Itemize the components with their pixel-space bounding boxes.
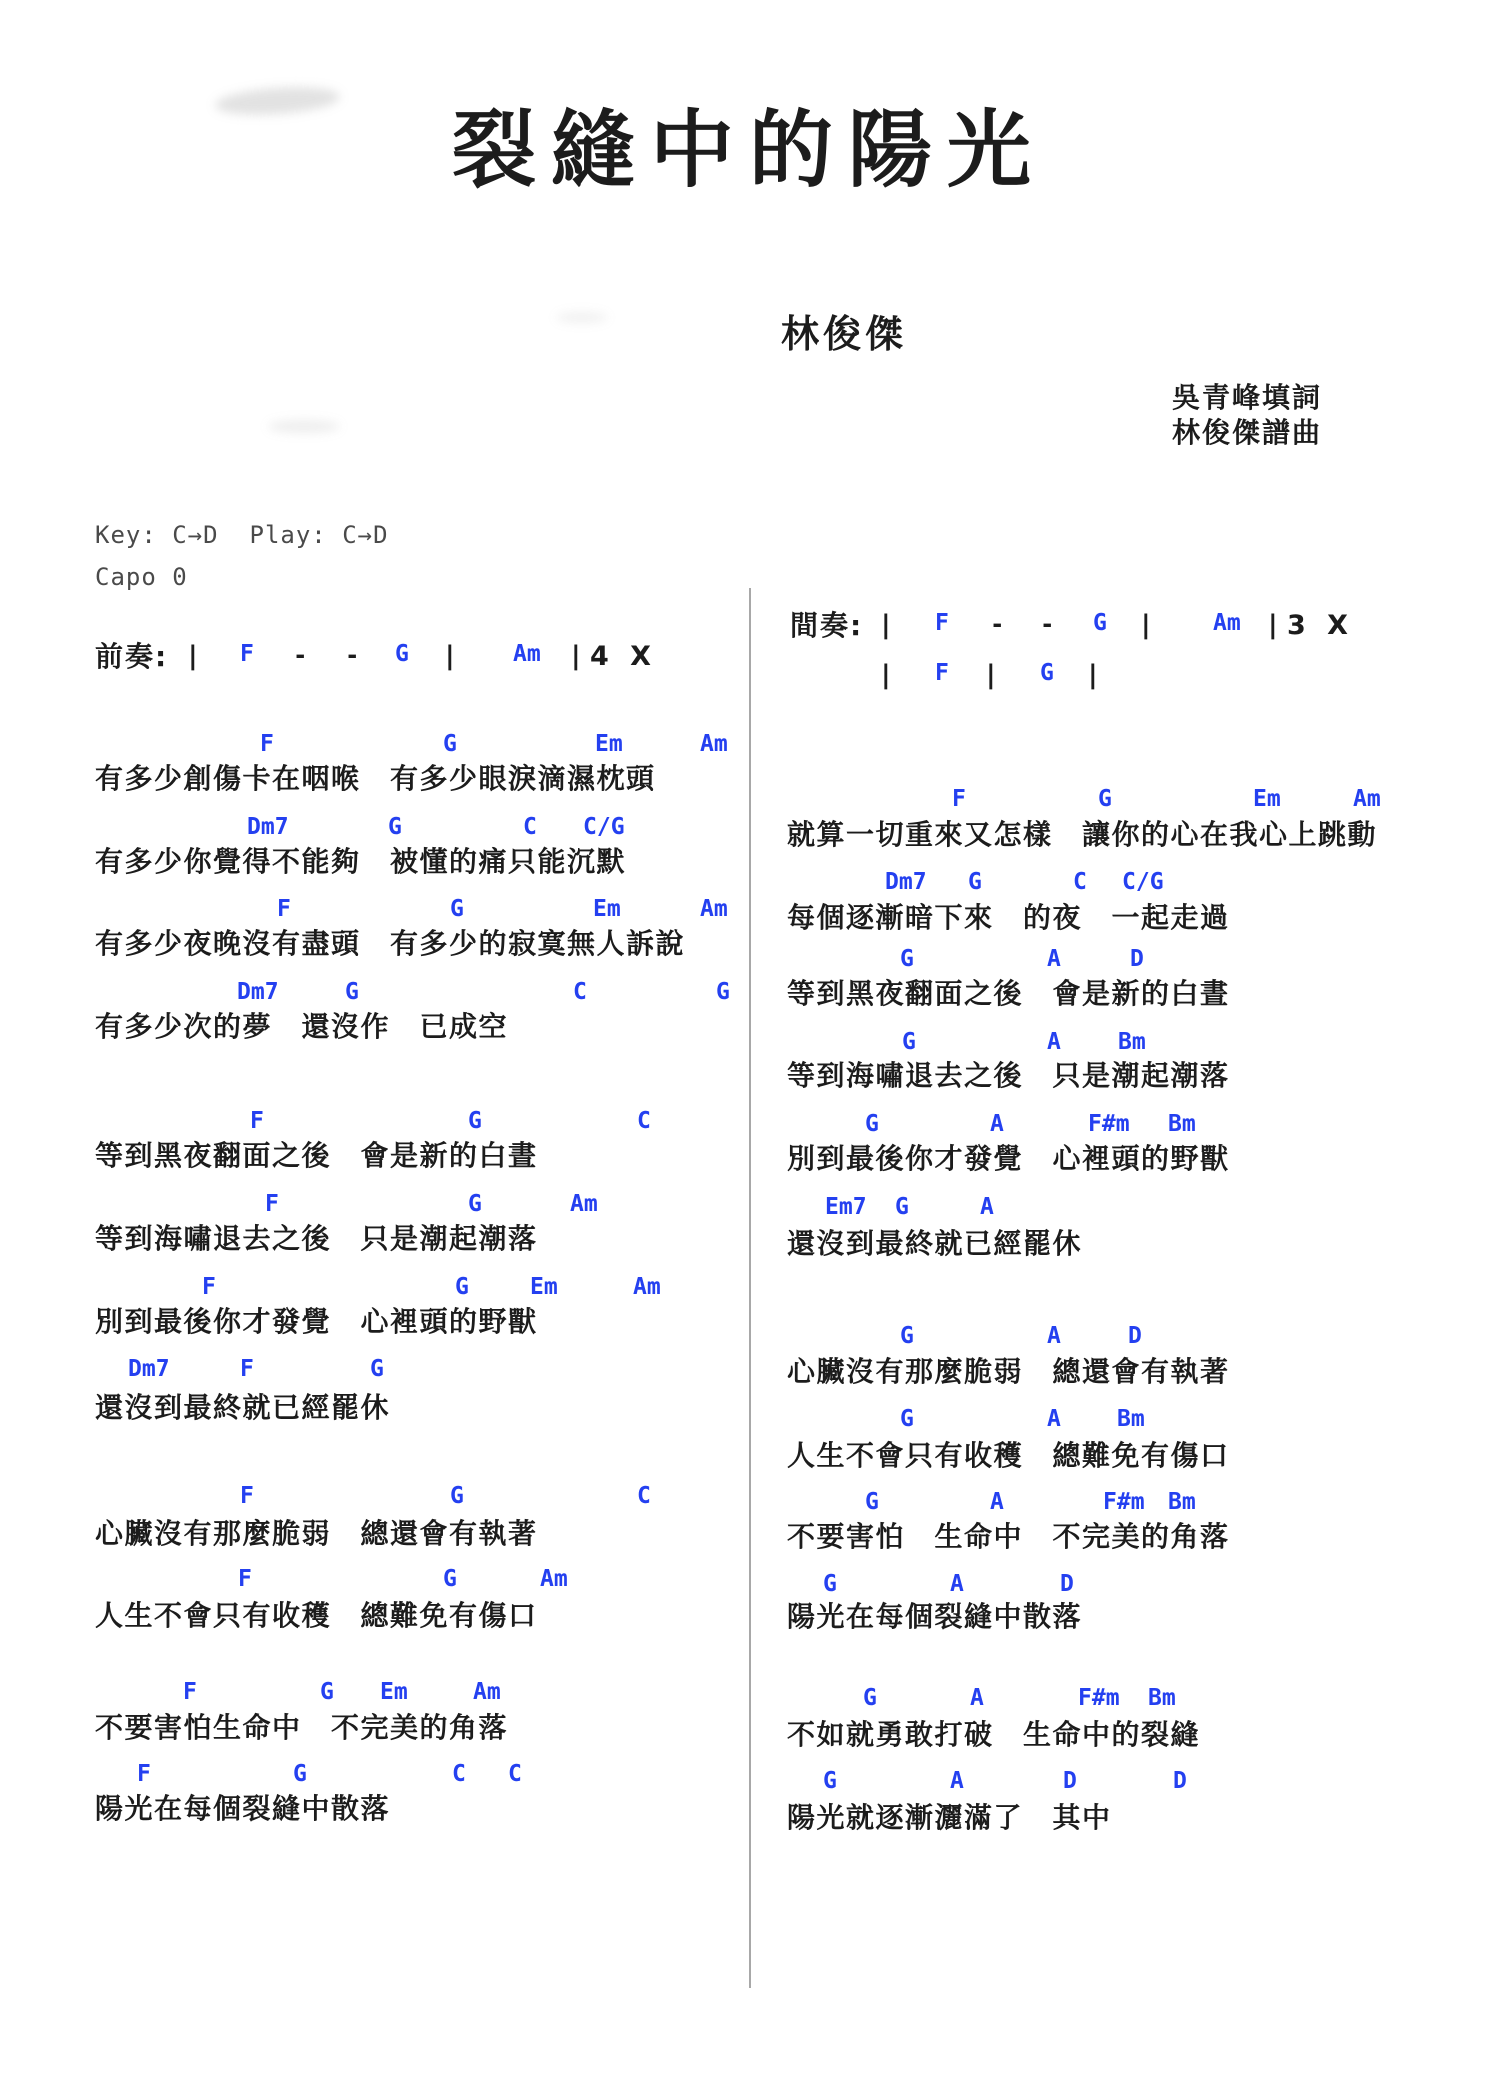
- credits-block: [1172, 380, 1322, 450]
- lyric-line: 不要害怕生命中 不完美的角落: [95, 1711, 509, 1744]
- chord-symbol: G: [395, 641, 409, 667]
- bar-line: |: [878, 660, 894, 690]
- chord-symbol: G: [320, 1679, 334, 1705]
- chord-symbol: Am: [700, 896, 728, 922]
- chord-symbol: F: [935, 660, 949, 686]
- chord-symbol: A: [1047, 1323, 1061, 1349]
- chord-symbol: G: [443, 731, 457, 757]
- chord-symbol: C: [1073, 869, 1087, 895]
- chord-symbol: G: [1040, 660, 1054, 686]
- chord-symbol: A: [950, 1571, 964, 1597]
- chord-symbol: F#m: [1078, 1685, 1120, 1711]
- chord-symbol: G: [1098, 786, 1112, 812]
- chord-symbol: G: [865, 1111, 879, 1137]
- song-title: 裂縫中的陽光: [452, 100, 1047, 199]
- chord-symbol: G: [455, 1274, 469, 1300]
- chord-symbol: G: [450, 1483, 464, 1509]
- chord-symbol: G: [900, 1323, 914, 1349]
- chord-symbol: G: [968, 869, 982, 895]
- rest-dash: -: [990, 610, 1005, 638]
- chord-symbol: D: [1063, 1768, 1077, 1794]
- chord-symbol: A: [990, 1111, 1004, 1137]
- chord-symbol: Am: [473, 1679, 501, 1705]
- chord-symbol: Am: [513, 641, 541, 667]
- lyric-line: 心臟沒有那麼脆弱 總還會有執著: [787, 1355, 1230, 1388]
- lyric-line: 人生不會只有收穫 總難免有傷口: [95, 1599, 538, 1632]
- scan-artifact: [268, 420, 340, 433]
- chord-symbol: Dm7: [237, 979, 279, 1005]
- composer-credit: 林俊傑譜曲: [1171, 416, 1322, 449]
- chord-symbol: Am: [700, 731, 728, 757]
- chord-symbol: Bm: [1168, 1111, 1196, 1137]
- chord-symbol: G: [468, 1108, 482, 1134]
- lyric-line: 還沒到最終就已經罷休: [95, 1391, 391, 1424]
- chord-symbol: G: [450, 896, 464, 922]
- chord-symbol: A: [970, 1685, 984, 1711]
- chord-symbol: G: [902, 1029, 916, 1055]
- chord-symbol: G: [1093, 610, 1107, 636]
- chord-symbol: Am: [570, 1191, 598, 1217]
- chord-symbol: Em: [593, 896, 621, 922]
- chord-symbol: D: [1130, 946, 1144, 972]
- chord-symbol: A: [1047, 1029, 1061, 1055]
- chord-symbol: G: [370, 1356, 384, 1382]
- rest-dash: -: [1040, 610, 1055, 638]
- lyric-line: 有多少創傷卡在咽喉 有多少眼淚滴濕枕頭: [95, 762, 656, 795]
- repeat-count: 3 X: [1287, 610, 1355, 641]
- lyric-line: 陽光就逐漸灑滿了 其中: [787, 1801, 1112, 1834]
- chord-symbol: F: [277, 896, 291, 922]
- chord-symbol: A: [1047, 946, 1061, 972]
- lyricist-credit: 吳青峰填詞: [1171, 381, 1322, 414]
- lyric-line: 有多少你覺得不能夠 被懂的痛只能沉默: [95, 845, 627, 878]
- chord-symbol: Bm: [1168, 1489, 1196, 1515]
- chord-symbol: F: [240, 641, 254, 667]
- chord-symbol: G: [865, 1489, 879, 1515]
- chord-symbol: Em7: [825, 1194, 867, 1220]
- bar-line: |: [1085, 660, 1101, 690]
- bar-line: |: [1265, 610, 1281, 640]
- bar-line: |: [568, 641, 584, 671]
- chord-symbol: G: [823, 1768, 837, 1794]
- rest-dash: -: [293, 641, 308, 669]
- lyric-line: 等到海嘯退去之後 只是潮起潮落: [787, 1059, 1230, 1092]
- chord-symbol: Am: [633, 1274, 661, 1300]
- chord-symbol: D: [1173, 1768, 1187, 1794]
- chord-symbol: F: [265, 1191, 279, 1217]
- chord-symbol: A: [950, 1768, 964, 1794]
- chord-symbol: F#m: [1103, 1489, 1145, 1515]
- chord-symbol: G: [468, 1191, 482, 1217]
- lyric-line: 就算一切重來又怎樣 讓你的心在我心上跳動: [787, 818, 1378, 851]
- chord-symbol: F: [250, 1108, 264, 1134]
- chord-symbol: F: [240, 1356, 254, 1382]
- chord-symbol: F: [240, 1483, 254, 1509]
- chord-symbol: F: [137, 1761, 151, 1787]
- chord-symbol: C: [637, 1108, 651, 1134]
- chord-symbol: Bm: [1118, 1029, 1146, 1055]
- chord-symbol: Dm7: [128, 1356, 170, 1382]
- chord-symbol: F: [952, 786, 966, 812]
- lyric-line: 有多少次的夢 還沒作 已成空: [95, 1010, 509, 1043]
- chord-symbol: Am: [540, 1566, 568, 1592]
- chord-symbol: D: [1128, 1323, 1142, 1349]
- artist-name: 林俊傑: [781, 311, 908, 356]
- section-label: 前奏:: [95, 640, 169, 673]
- lyric-line: 陽光在每個裂縫中散落: [95, 1792, 391, 1825]
- chord-symbol: F: [202, 1274, 216, 1300]
- bar-line: |: [442, 641, 458, 671]
- bar-line: |: [1138, 610, 1154, 640]
- chord-symbol: G: [900, 1406, 914, 1432]
- section-label: 間奏:: [790, 609, 864, 642]
- lyric-line: 別到最後你才發覺 心裡頭的野獸: [787, 1142, 1230, 1175]
- chord-symbol: G: [823, 1571, 837, 1597]
- chord-symbol: D: [1060, 1571, 1074, 1597]
- lyric-line: 人生不會只有收穫 總難免有傷口: [787, 1439, 1230, 1472]
- chord-symbol: F: [238, 1566, 252, 1592]
- chord-symbol: C: [508, 1761, 522, 1787]
- repeat-count: 4 X: [590, 641, 658, 672]
- chord-symbol: G: [443, 1566, 457, 1592]
- chord-symbol: G: [716, 979, 730, 1005]
- bar-line: |: [983, 660, 999, 690]
- lyric-line: 還沒到最終就已經罷休: [787, 1227, 1083, 1260]
- chord-symbol: G: [900, 946, 914, 972]
- bar-line: |: [185, 641, 201, 671]
- chord-symbol: G: [388, 814, 402, 840]
- column-divider: [749, 588, 751, 1988]
- chord-symbol: F#m: [1088, 1111, 1130, 1137]
- lyric-line: 等到黑夜翻面之後 會是新的白晝: [95, 1139, 538, 1172]
- chord-symbol: A: [990, 1489, 1004, 1515]
- chord-symbol: Bm: [1148, 1685, 1176, 1711]
- chord-symbol: G: [293, 1761, 307, 1787]
- chord-symbol: G: [863, 1685, 877, 1711]
- chord-symbol: A: [1047, 1406, 1061, 1432]
- chord-symbol: Dm7: [885, 869, 927, 895]
- bar-line: |: [878, 610, 894, 640]
- lyric-line: 等到黑夜翻面之後 會是新的白晝: [787, 977, 1230, 1010]
- chord-symbol: Em: [1253, 786, 1281, 812]
- chord-symbol: Am: [1353, 786, 1381, 812]
- chord-symbol: C: [573, 979, 587, 1005]
- lyric-line: 不如就勇敢打破 生命中的裂縫: [787, 1718, 1201, 1751]
- chord-symbol: A: [980, 1194, 994, 1220]
- scan-artifact: [214, 84, 341, 119]
- chord-symbol: Em: [530, 1274, 558, 1300]
- lyric-line: 不要害怕 生命中 不完美的角落: [787, 1520, 1230, 1553]
- lyric-line: 心臟沒有那麼脆弱 總還會有執著: [95, 1517, 538, 1550]
- chord-symbol: C: [637, 1483, 651, 1509]
- lyric-line: 有多少夜晚沒有盡頭 有多少的寂寞無人訴說: [95, 927, 686, 960]
- chord-symbol: Em: [595, 731, 623, 757]
- lyric-line: 等到海嘯退去之後 只是潮起潮落: [95, 1222, 538, 1255]
- chord-symbol: F: [260, 731, 274, 757]
- lyric-line: 別到最後你才發覺 心裡頭的野獸: [95, 1305, 538, 1338]
- chord-symbol: C/G: [1122, 869, 1164, 895]
- lyric-line: 陽光在每個裂縫中散落: [787, 1600, 1083, 1633]
- scan-artifact: [556, 312, 608, 323]
- chord-symbol: F: [935, 610, 949, 636]
- chord-symbol: C: [452, 1761, 466, 1787]
- chord-symbol: C: [523, 814, 537, 840]
- chord-symbol: Em: [380, 1679, 408, 1705]
- rest-dash: -: [345, 641, 360, 669]
- chord-symbol: G: [345, 979, 359, 1005]
- chord-symbol: Am: [1213, 610, 1241, 636]
- chord-symbol: Dm7: [247, 814, 289, 840]
- chord-symbol: G: [895, 1194, 909, 1220]
- lyric-line: 每個逐漸暗下來 的夜 一起走過: [787, 901, 1230, 934]
- chord-symbol: C/G: [583, 814, 625, 840]
- chord-symbol: Bm: [1117, 1406, 1145, 1432]
- chord-symbol: F: [183, 1679, 197, 1705]
- capo-info: Capo 0: [95, 563, 188, 591]
- key-info: Key: C→D Play: C→D: [95, 521, 389, 549]
